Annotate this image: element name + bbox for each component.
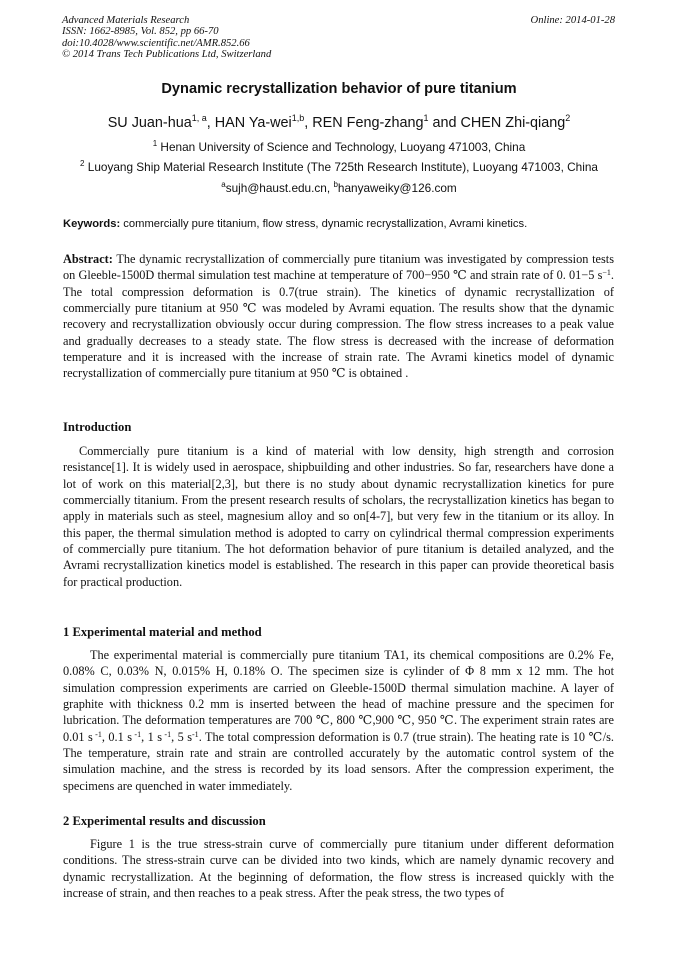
- keywords: [63, 218, 615, 230]
- affiliation-mark: 1: [152, 139, 158, 148]
- section-heading-results: 2 Experimental results and discussion: [63, 814, 266, 828]
- author-affiliation-mark: 1: [423, 113, 429, 123]
- journal-name: Advanced Materials Research: [62, 15, 190, 26]
- author-and: and: [428, 115, 461, 131]
- affiliation-1: [0, 139, 678, 154]
- introduction-paragraph: Commercially pure titanium is a kind of material with low density, high strength and corrosion resistance[1]. It is widely used in aerospace, shipbuilding and other industries. So far, researchers have done a lot of work on this material[2,3], but there is no study about dynamic recrystallization kinetics for pure commercially titanium. From the present research results of scholars, the recrystallization kinetics has began to apply in materials such as steel, magnesium alloy and so on[4-7], but very few in the titanium or its alloy. In this paper, the thermal simulation method is adopted to carry on cylindrical thermal compression experiments of commercially pure titanium. The hot deformation behavior of pure titanium is detailed analyzed, and the Avrami recrystallization kinetics model is established. The research in this paper can provide theoretical basis for practical production.: [63, 444, 614, 589]
- author-name: REN Feng-zhang: [312, 115, 424, 131]
- author-list: [0, 113, 678, 131]
- superscript: -1: [132, 729, 142, 739]
- author-affiliation-mark: 1,b: [291, 113, 305, 123]
- email-separator: ,: [326, 181, 334, 195]
- superscript: -1: [92, 729, 102, 739]
- author-name: HAN Ya-wei: [214, 115, 292, 131]
- affiliation-mark: 2: [80, 159, 85, 168]
- author-name: SU Juan-hua: [107, 115, 192, 131]
- author-separator: ,: [206, 115, 215, 131]
- affiliation-text: Luoyang Ship Material Research Institute (The 725th Research Institute), Luoyang 471003, China: [84, 160, 598, 174]
- section-heading-material-method: 1 Experimental material and method: [63, 625, 262, 639]
- email-mark: a: [221, 180, 226, 189]
- superscript: -1: [192, 729, 199, 739]
- author-emails: [0, 180, 678, 195]
- results-paragraph: Figure 1 is the true stress-strain curve of commercially pure titanium under different deformation conditions. The stress-strain curve can be divided into two kinds, which are namely dynamic recovery and dynamic recrystallization. At the beginning of deformation, the flow stress is increased quickly with the increase of strain, and then reaches to a peak stress. After the peak stress, the two types of: [63, 837, 614, 901]
- body-text: , 0.1 s: [101, 729, 133, 744]
- journal-copyright: © 2014 Trans Tech Publications Ltd, Switzerland: [62, 49, 272, 61]
- body-text: , 1 s: [141, 729, 163, 744]
- keywords-text: commercially pure titanium, flow stress, dynamic recrystallization, Avrami kinetics.: [120, 218, 528, 230]
- body-text: The experimental material is commercially pure titanium TA1, its chemical compositions are 0.2% Fe, 0.08% C, 0.03% N, 0.015% H, 0.18% O. The specimen size is cylinder of Φ 8 mm x 12 mm. The hot simulation compression experiments are carried on Gleeble-1500D thermal simulation machine. A layer of graphite with thickness 0.2 mm is inserted between the head of machine pressure and the specimen for lubrication. The deformation temperatures are 700 ℃, 800 ℃,900 ℃, 950 ℃. The experiment strain rates are 0.01 s: [63, 648, 614, 744]
- author-name: CHEN Zhi-qiang: [460, 115, 566, 131]
- author-affiliation-mark: 1, a: [191, 113, 207, 123]
- superscript: −1: [602, 268, 611, 278]
- superscript: -1: [162, 729, 172, 739]
- abstract-label: Abstract:: [63, 252, 113, 266]
- author-separator: ,: [304, 115, 313, 131]
- material-method-paragraph: [63, 647, 614, 794]
- paper-title: Dynamic recrystallization behavior of pure titanium: [161, 81, 517, 97]
- abstract-text: . The total compression deformation is 0.7(true strain). The kinetics of dynamic recrystallization of commercially pure titanium at 950 ℃ was modeled by Avrami equation. The results show that the dynamic recovery and recrystallization obviously occur during compression. The flow stress increases to a peak value and gradually decreases to a steady state. The flow stress is decreased with the increase of deformation temperature and it is increased with the increase of strain rate. The Avrami kinetics model of dynamic recrystallization of commercially pure titanium at 950 ℃ is obtained .: [63, 268, 614, 381]
- abstract-text: The dynamic recrystallization of commercially pure titanium was investigated by compression tests on Gleeble-1500D thermal simulation test machine at temperature of 700−950 ℃ and strain rate of 0. 01−5 s: [63, 252, 614, 283]
- author-affiliation-mark: 2: [565, 113, 571, 123]
- journal-issn: ISSN: 1662-8985, Vol. 852, pp 66-70: [62, 26, 219, 38]
- section-heading-introduction: Introduction: [63, 420, 132, 434]
- journal-doi: doi:10.4028/www.scientific.net/AMR.852.66: [62, 37, 250, 49]
- affiliation-text: Henan University of Science and Technology, Luoyang 471003, China: [157, 140, 526, 154]
- email-mark: b: [333, 180, 338, 189]
- keywords-label: Keywords:: [63, 218, 121, 230]
- affiliation-2: [0, 159, 678, 174]
- online-date: Online: 2014-01-28: [530, 15, 615, 26]
- email-link: sujh@haust.edu.cn: [225, 181, 327, 195]
- abstract: [63, 251, 614, 382]
- body-text: . The total compression deformation is 0.7 (true strain). The heating rate is 10 ℃/s. The temperature, strain rate and strain are controlled accurately by the automatic control system of the simulation machine, and the stress is recorded by its load sensors. After the compression experiment, the specimens are quenched in water immediately.: [63, 729, 614, 793]
- body-text: , 5 s: [171, 729, 193, 744]
- email-link: hanyaweiky@126.com: [337, 181, 457, 195]
- journal-meta: [62, 15, 271, 61]
